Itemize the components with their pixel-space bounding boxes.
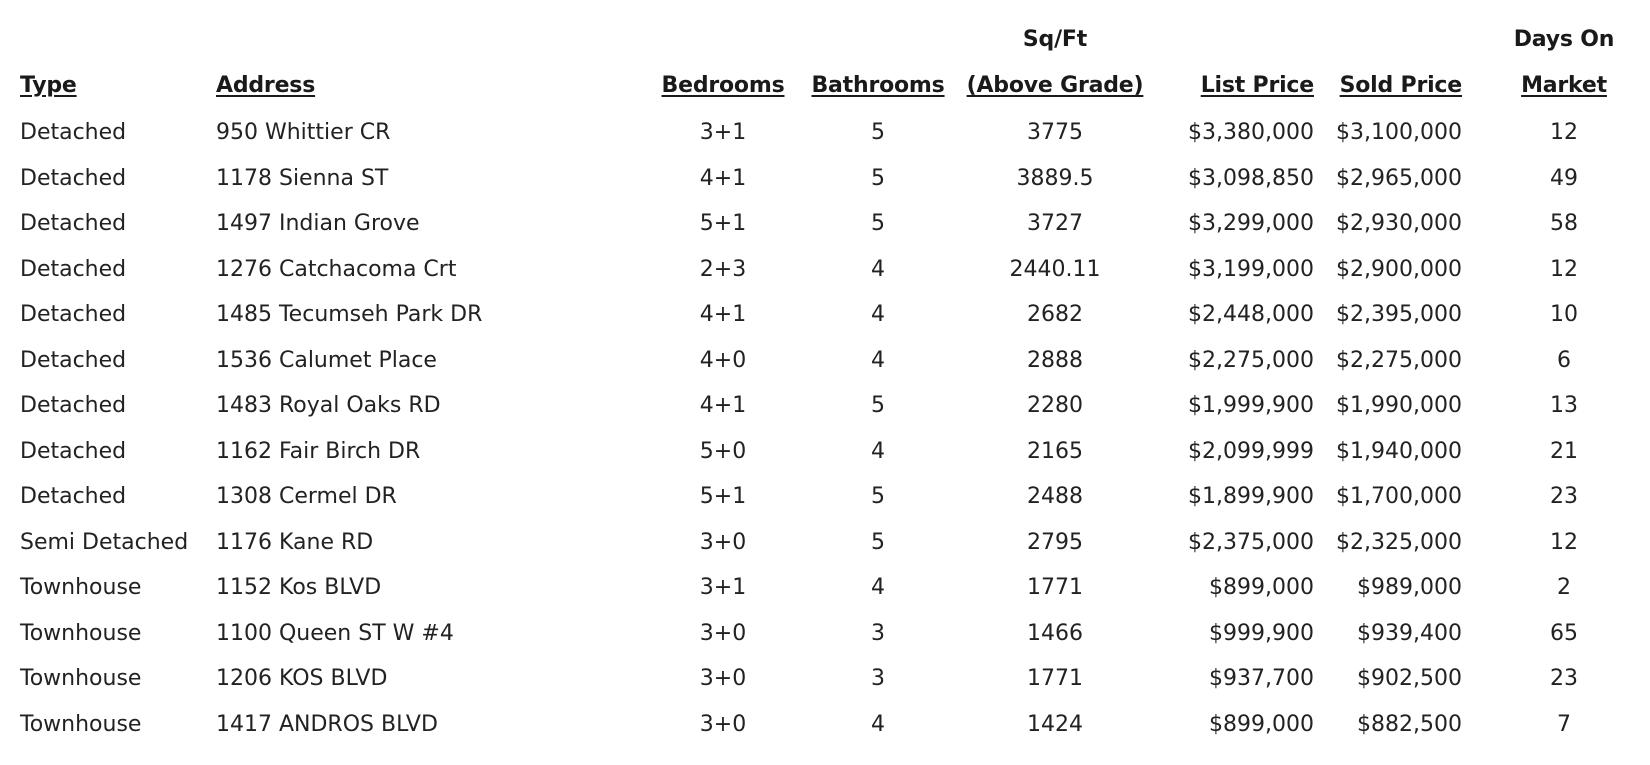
cell-address: 950 Whittier CR <box>216 120 391 146</box>
table-row <box>14 611 1644 657</box>
cell-bedrooms: 5+0 <box>699 438 747 464</box>
cell-sqft: 2280 <box>1027 393 1083 419</box>
cell-sqft: 1771 <box>1027 666 1083 692</box>
cell-sold-price: $2,930,000 <box>1336 211 1462 237</box>
table-row <box>14 156 1644 202</box>
cell-days-on-market: 10 <box>1550 302 1578 328</box>
cell-sold-price: $1,700,000 <box>1336 484 1462 510</box>
table-row <box>14 656 1644 702</box>
cell-type: Townhouse <box>20 711 142 737</box>
header-sqft-line1: Sq/Ft <box>1022 27 1088 52</box>
header-row-bottom <box>14 52 1644 104</box>
cell-type: Detached <box>20 438 127 464</box>
cell-type: Detached <box>20 347 127 373</box>
cell-bathrooms: 4 <box>871 575 885 601</box>
cell-days-on-market: 7 <box>1557 711 1571 737</box>
header-dom-line2: Market <box>1521 73 1607 98</box>
cell-bedrooms: 4+1 <box>699 165 747 191</box>
cell-days-on-market: 21 <box>1550 438 1578 464</box>
cell-days-on-market: 58 <box>1550 211 1578 237</box>
cell-type: Townhouse <box>20 620 142 646</box>
cell-address: 1417 ANDROS BLVD <box>216 711 438 737</box>
cell-bathrooms: 5 <box>871 211 885 237</box>
cell-sold-price: $882,500 <box>1357 711 1462 737</box>
cell-bedrooms: 3+0 <box>699 620 747 646</box>
cell-address: 1276 Catchacoma Crt <box>216 256 457 282</box>
cell-sold-price: $2,965,000 <box>1336 165 1462 191</box>
cell-list-price: $1,899,900 <box>1188 484 1314 510</box>
cell-sqft: 2440.11 <box>1009 256 1101 282</box>
header-spacer <box>1150 12 1322 52</box>
cell-address: 1308 Cermel DR <box>216 484 397 510</box>
table-row <box>14 565 1644 611</box>
cell-bathrooms: 3 <box>871 666 885 692</box>
cell-type: Detached <box>20 302 127 328</box>
cell-sold-price: $2,900,000 <box>1336 256 1462 282</box>
cell-bedrooms: 5+1 <box>699 211 747 237</box>
cell-bathrooms: 3 <box>871 620 885 646</box>
cell-sold-price: $1,940,000 <box>1336 438 1462 464</box>
header-list-price-label: List Price <box>1200 73 1314 98</box>
cell-sqft: 1424 <box>1027 711 1083 737</box>
cell-list-price: $899,000 <box>1209 711 1314 737</box>
table-row <box>14 429 1644 475</box>
cell-list-price: $3,299,000 <box>1188 211 1314 237</box>
table-row <box>14 104 1644 156</box>
header-address-label: Address <box>216 73 316 98</box>
cell-sold-price: $2,395,000 <box>1336 302 1462 328</box>
header-row-top <box>14 12 1644 52</box>
cell-address: 1100 Queen ST W #4 <box>216 620 454 646</box>
table-row <box>14 247 1644 293</box>
table-row <box>14 383 1644 429</box>
cell-sqft: 3775 <box>1027 120 1083 146</box>
header-type <box>14 52 210 104</box>
cell-list-price: $2,375,000 <box>1188 529 1314 555</box>
cell-list-price: $937,700 <box>1209 666 1314 692</box>
cell-address: 1178 Sienna ST <box>216 165 389 191</box>
cell-sold-price: $989,000 <box>1357 575 1462 601</box>
cell-sqft: 2795 <box>1027 529 1083 555</box>
cell-days-on-market: 6 <box>1557 347 1571 373</box>
cell-list-price: $899,000 <box>1209 575 1314 601</box>
cell-bedrooms: 3+0 <box>699 711 747 737</box>
cell-days-on-market: 2 <box>1557 575 1571 601</box>
cell-bathrooms: 5 <box>871 484 885 510</box>
cell-bedrooms: 4+1 <box>699 393 747 419</box>
header-bathrooms-label: Bathrooms <box>811 73 945 98</box>
header-sqft <box>960 52 1150 104</box>
cell-type: Townhouse <box>20 666 142 692</box>
cell-list-price: $1,999,900 <box>1188 393 1314 419</box>
cell-bathrooms: 5 <box>871 529 885 555</box>
table-row <box>14 702 1644 748</box>
cell-sqft: 2888 <box>1027 347 1083 373</box>
cell-bedrooms: 5+1 <box>699 484 747 510</box>
header-sold-price-label: Sold Price <box>1339 73 1462 98</box>
cell-sold-price: $2,275,000 <box>1336 347 1462 373</box>
cell-type: Detached <box>20 256 127 282</box>
cell-type: Detached <box>20 484 127 510</box>
cell-bedrooms: 3+1 <box>699 120 747 146</box>
header-spacer <box>210 12 650 52</box>
cell-bedrooms: 3+0 <box>699 529 747 555</box>
table-header <box>14 12 1644 104</box>
cell-sqft: 2165 <box>1027 438 1083 464</box>
header-spacer <box>1322 12 1484 52</box>
cell-sqft: 3727 <box>1027 211 1083 237</box>
cell-days-on-market: 23 <box>1550 484 1578 510</box>
cell-list-price: $3,199,000 <box>1188 256 1314 282</box>
cell-sqft: 2682 <box>1027 302 1083 328</box>
cell-address: 1497 Indian Grove <box>216 211 420 237</box>
cell-address: 1485 Tecumseh Park DR <box>216 302 483 328</box>
cell-days-on-market: 12 <box>1550 529 1578 555</box>
cell-list-price: $999,900 <box>1209 620 1314 646</box>
cell-days-on-market: 12 <box>1550 256 1578 282</box>
table-row <box>14 338 1644 384</box>
header-bedrooms-label: Bedrooms <box>661 73 785 98</box>
cell-list-price: $2,099,999 <box>1188 438 1314 464</box>
cell-bedrooms: 3+0 <box>699 666 747 692</box>
cell-bedrooms: 4+1 <box>699 302 747 328</box>
header-spacer <box>796 12 960 52</box>
cell-bathrooms: 4 <box>871 302 885 328</box>
table-row <box>14 520 1644 566</box>
cell-type: Semi Detached <box>20 529 189 555</box>
cell-sold-price: $902,500 <box>1357 666 1462 692</box>
cell-bedrooms: 3+1 <box>699 575 747 601</box>
cell-list-price: $3,380,000 <box>1188 120 1314 146</box>
header-list-price <box>1150 52 1322 104</box>
header-type-label: Type <box>20 73 77 98</box>
sold-listings-table <box>14 12 1644 747</box>
cell-bedrooms: 2+3 <box>699 256 747 282</box>
table-row <box>14 474 1644 520</box>
cell-bathrooms: 4 <box>871 256 885 282</box>
cell-list-price: $2,275,000 <box>1188 347 1314 373</box>
cell-address: 1206 KOS BLVD <box>216 666 388 692</box>
cell-type: Detached <box>20 120 127 146</box>
cell-days-on-market: 49 <box>1550 165 1578 191</box>
cell-sold-price: $2,325,000 <box>1336 529 1462 555</box>
cell-sqft: 1466 <box>1027 620 1083 646</box>
cell-sqft: 3889.5 <box>1016 165 1094 191</box>
cell-address: 1176 Kane RD <box>216 529 374 555</box>
cell-days-on-market: 65 <box>1550 620 1578 646</box>
cell-days-on-market: 13 <box>1550 393 1578 419</box>
cell-bathrooms: 4 <box>871 711 885 737</box>
header-spacer <box>14 12 210 52</box>
cell-address: 1152 Kos BLVD <box>216 575 382 601</box>
header-dom <box>1484 52 1644 104</box>
cell-type: Detached <box>20 211 127 237</box>
cell-sold-price: $1,990,000 <box>1336 393 1462 419</box>
cell-sold-price: $939,400 <box>1357 620 1462 646</box>
cell-address: 1162 Fair Birch DR <box>216 438 421 464</box>
table-body <box>14 104 1644 747</box>
cell-sqft: 1771 <box>1027 575 1083 601</box>
cell-list-price: $2,448,000 <box>1188 302 1314 328</box>
cell-type: Detached <box>20 165 127 191</box>
cell-bathrooms: 5 <box>871 120 885 146</box>
cell-bathrooms: 5 <box>871 165 885 191</box>
cell-bathrooms: 4 <box>871 347 885 373</box>
cell-address: 1483 Royal Oaks RD <box>216 393 441 419</box>
table-row <box>14 201 1644 247</box>
cell-address: 1536 Calumet Place <box>216 347 437 373</box>
header-address <box>210 52 650 104</box>
table-row <box>14 292 1644 338</box>
header-bathrooms <box>796 52 960 104</box>
cell-bedrooms: 4+0 <box>699 347 747 373</box>
cell-sqft: 2488 <box>1027 484 1083 510</box>
cell-sold-price: $3,100,000 <box>1336 120 1462 146</box>
header-spacer <box>650 12 796 52</box>
cell-type: Townhouse <box>20 575 142 601</box>
cell-list-price: $3,098,850 <box>1188 165 1314 191</box>
cell-days-on-market: 23 <box>1550 666 1578 692</box>
cell-type: Detached <box>20 393 127 419</box>
header-sold-price <box>1322 52 1484 104</box>
cell-days-on-market: 12 <box>1550 120 1578 146</box>
cell-bathrooms: 4 <box>871 438 885 464</box>
cell-bathrooms: 5 <box>871 393 885 419</box>
header-sqft-line2: (Above Grade) <box>966 73 1144 98</box>
header-bedrooms <box>650 52 796 104</box>
header-dom-line1: Days On <box>1513 27 1615 52</box>
